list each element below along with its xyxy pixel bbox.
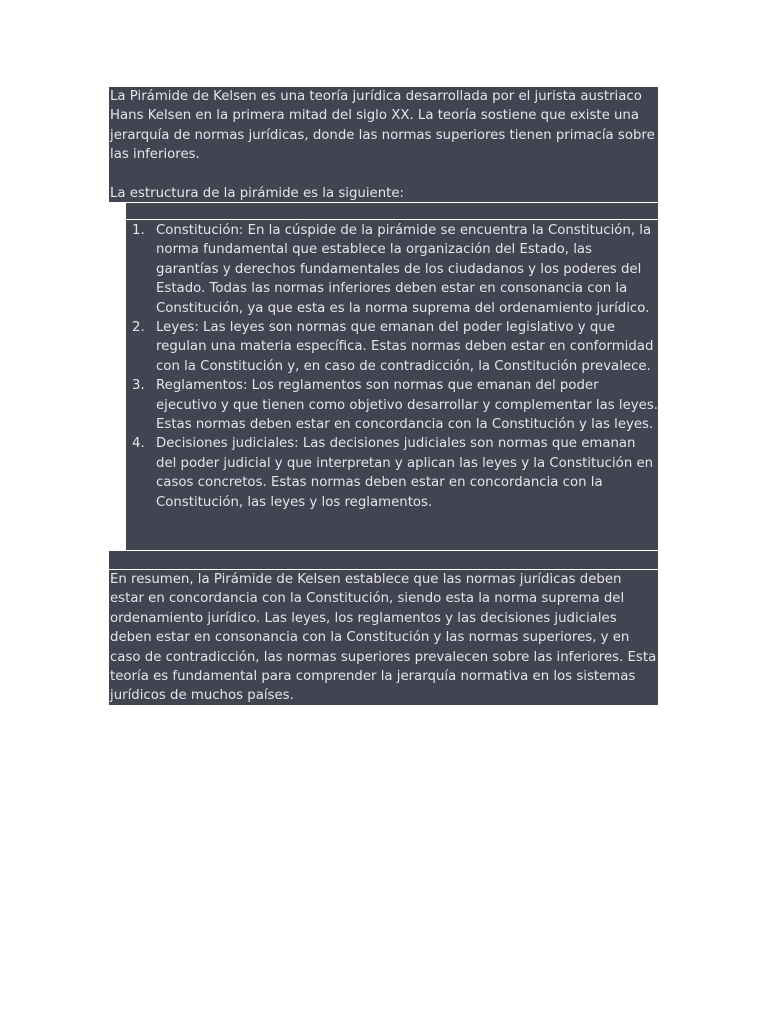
pyramid-levels-list	[126, 221, 658, 512]
list-item-text: Reglamentos: Los reglamentos son normas que emanan del poder ejecutivo y que tienen como objetivo desarrollar y complementar las leyes. Estas normas deben estar en concordancia con la Constitución y las leyes.	[156, 378, 658, 433]
summary-section	[109, 570, 658, 705]
list-item-text: Decisiones judiciales: Las decisiones judiciales son normas que emanan del poder judicial y que interpretan y aplican las leyes y la Constitución en casos concretos. Estas normas deben estar en concordancia con la Constitución, las leyes y los reglamentos.	[156, 436, 654, 510]
list-spacer-bottom	[109, 551, 658, 569]
summary-paragraph: En resumen, la Pirámide de Kelsen establece que las normas jurídicas deben estar en concordancia con la Constitución, siendo esta la norma suprema del ordenamiento jurídico. Las leyes, los reglamentos y las decisiones judiciales deben estar en consonancia con la Constitución y las normas superiores, y en caso de contradicción, las normas superiores prevalecen sobre las inferiores. Esta teoría es fundamental para comprender la jerarquía normativa en los sistemas jurídicos de muchos países.	[110, 572, 657, 704]
list-item-leyes	[132, 318, 658, 376]
list-item-decisiones-judiciales	[132, 434, 658, 512]
list-item-reglamentos	[132, 376, 658, 434]
list-item-text: Leyes: Las leyes son normas que emanan del poder legislativo y que regulan una materia específica. Estas normas deben estar en conformidad con la Constitución y, en caso de contradicción, la Constitución prevalece.	[156, 320, 654, 374]
list-item-text: Constitución: En la cúspide de la pirámide se encuentra la Constitución, la norma fundamental que establece la organización del Estado, las garantías y derechos fundamentales de los ciudadanos y los poderes del Estado. Todas las normas inferiores deben estar en consonancia con la Constitución, ya que esta es la norma suprema del ordenamiento jurídico.	[156, 223, 652, 316]
list-spacer-top	[126, 203, 658, 219]
intro-paragraph: La Pirámide de Kelsen es una teoría jurídica desarrollada por el jurista austriaco Hans Kelsen en la primera mitad del siglo XX. La teoría sostiene que existe una jerarquía de normas jurídicas, donde las normas superiores tienen primacía sobre las inferiores.	[110, 89, 655, 163]
list-item-constitucion	[132, 221, 658, 318]
pyramid-levels-list-section	[126, 220, 658, 550]
list-item-number: 1.	[132, 223, 145, 238]
structure-lead-paragraph: La estructura de la pirámide es la siguiente:	[110, 186, 405, 202]
intro-section	[109, 87, 658, 202]
list-item-number: 3.	[132, 378, 145, 394]
list-item-number: 4.	[132, 436, 145, 452]
list-item-number: 2.	[132, 320, 145, 336]
paragraph-spacer	[110, 165, 658, 184]
